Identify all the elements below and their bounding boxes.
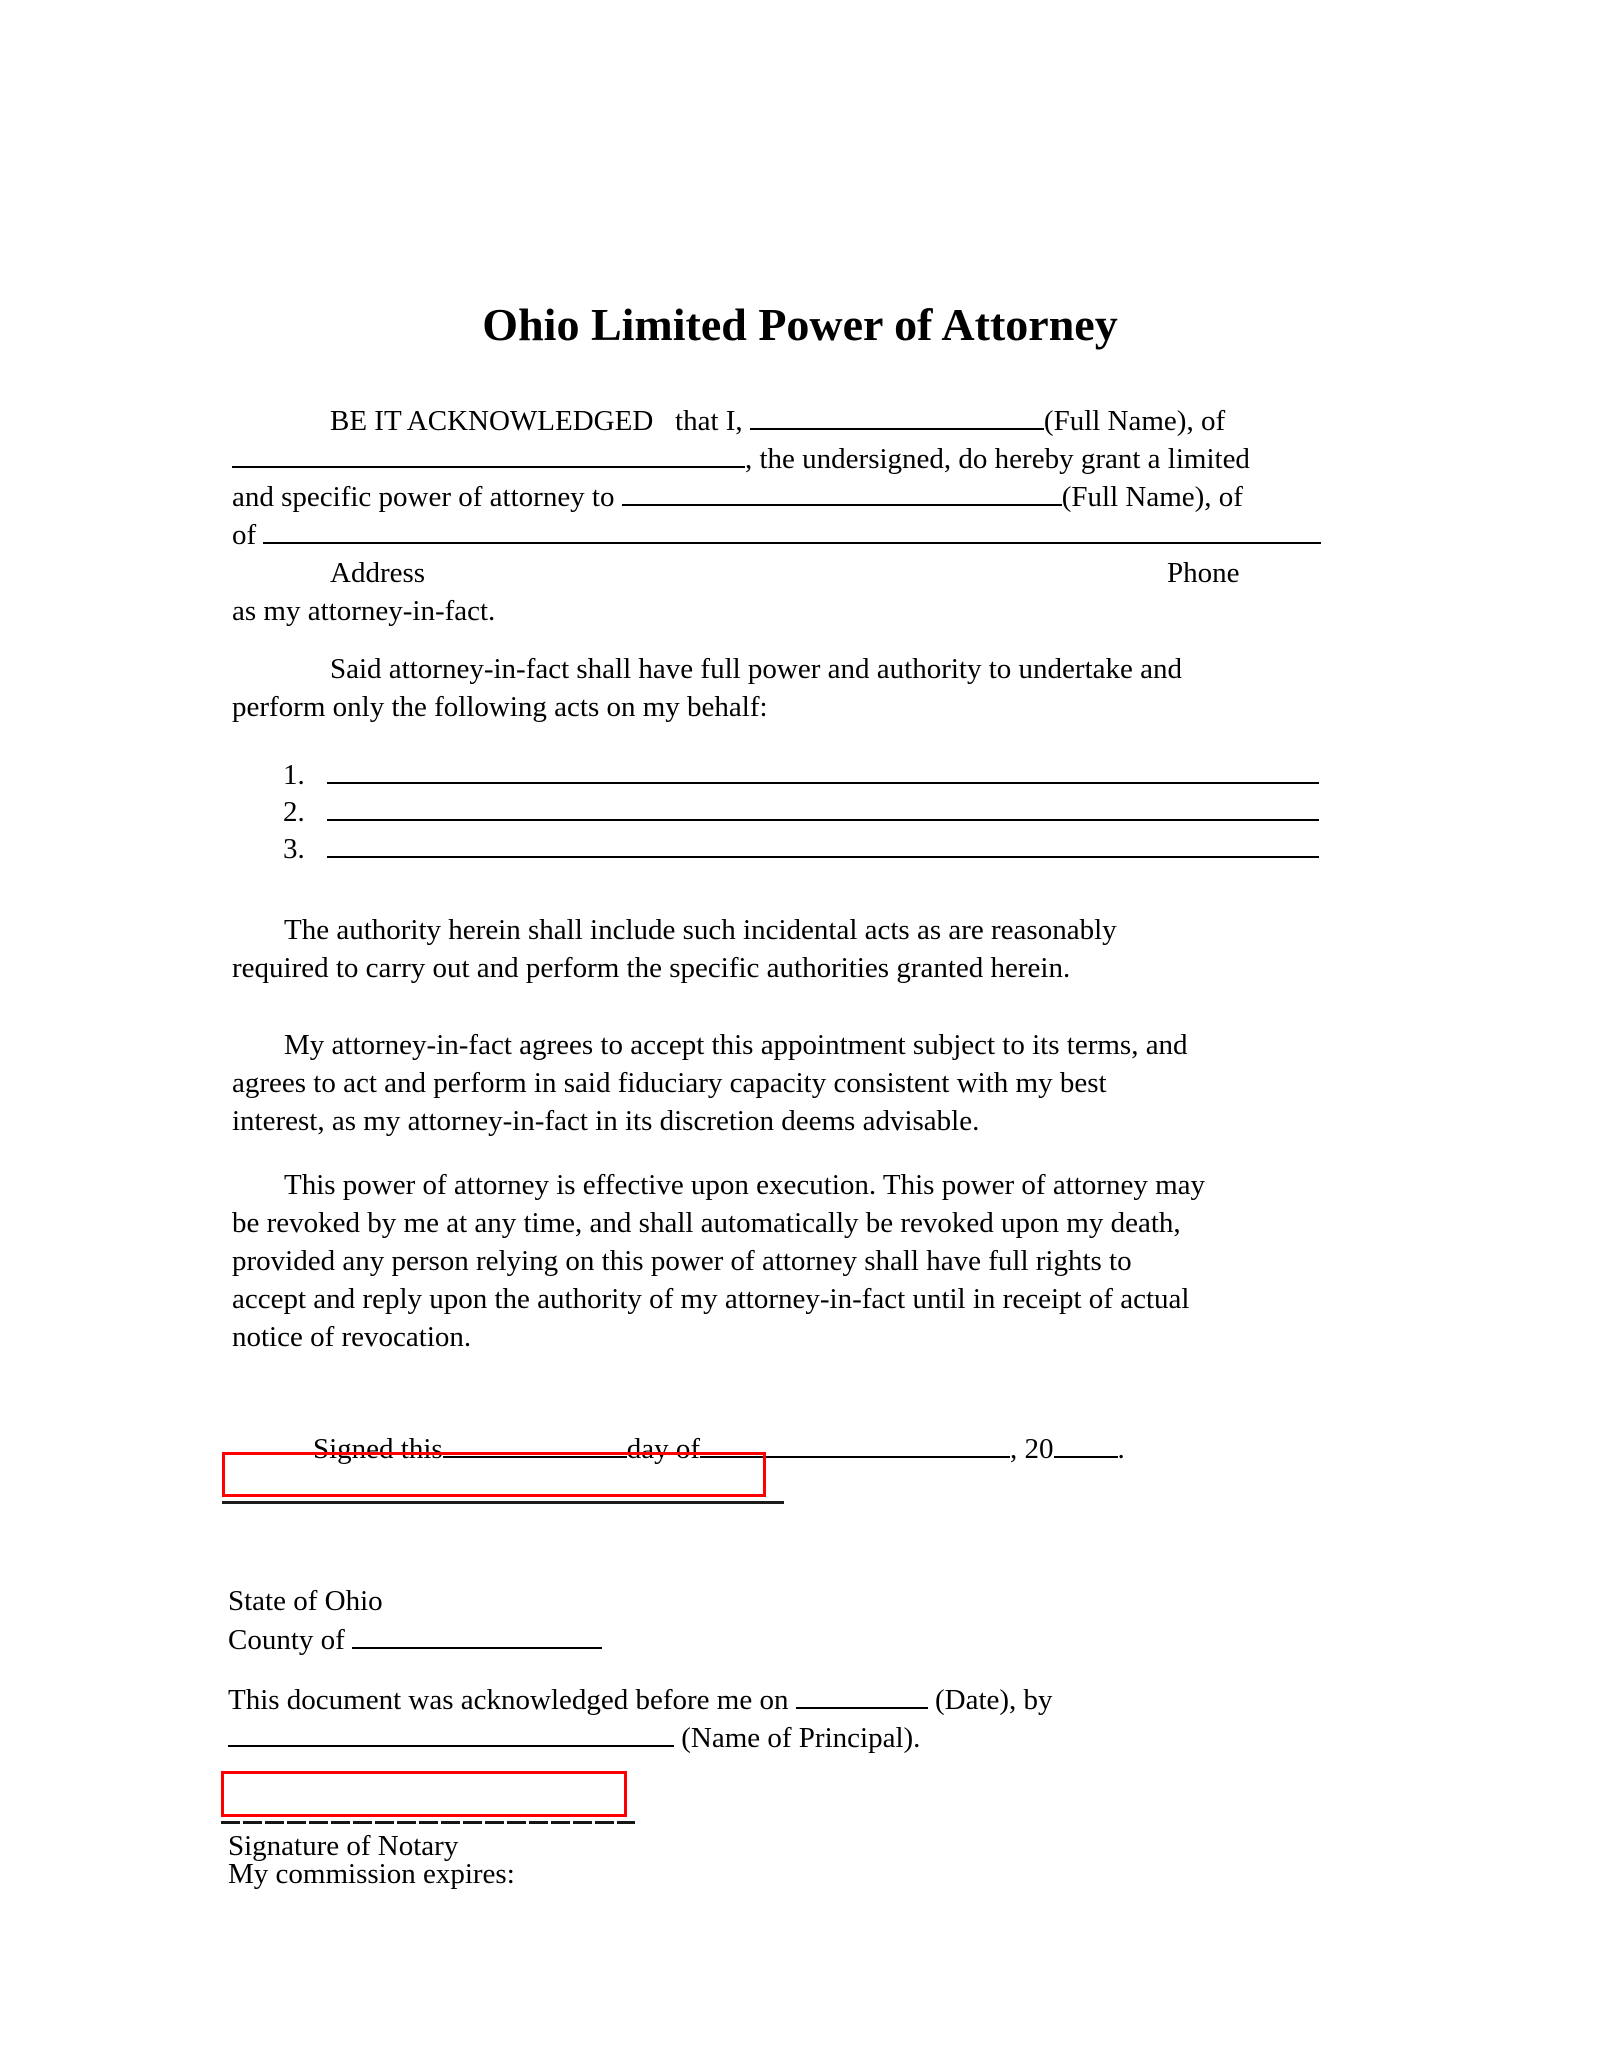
intro-line-4: of bbox=[232, 516, 1342, 554]
intro-line-2: , the undersigned, do hereby grant a limited bbox=[232, 440, 1342, 478]
document-title: Ohio Limited Power of Attorney bbox=[482, 299, 1118, 350]
acceptance-paragraph: My attorney-in-fact agrees to accept this appointment subject to its terms, and agrees to act and perform in said fiduciary capacity consistent with my best interest, as my attorney-in-fact in its discretion deems advisable. bbox=[232, 1029, 1188, 1137]
notary-labels bbox=[228, 1832, 1338, 1888]
act-item-3: 3. bbox=[232, 831, 1342, 868]
acknowledgement-paragraph: This document was acknowledged before me on (Date), by (Name of Principal). bbox=[228, 1684, 1053, 1754]
powers-paragraph: Said attorney-in-fact shall have full power and authority to undertake and perform only the following acts on my behalf: bbox=[232, 653, 1182, 723]
address-label: Address bbox=[330, 557, 426, 589]
phone-label: Phone bbox=[1167, 557, 1240, 589]
ack-principal-name-blank bbox=[228, 1741, 674, 1747]
county-line: County of bbox=[228, 1621, 1338, 1660]
principal-full-name-blank bbox=[750, 424, 1044, 430]
notary-signature-field[interactable] bbox=[221, 1771, 627, 1817]
act-blank-3 bbox=[327, 852, 1319, 858]
venue-block bbox=[228, 1582, 1338, 1660]
act-item-2: 2. bbox=[232, 794, 1342, 831]
act-blank-1 bbox=[327, 778, 1319, 784]
act-blank-2 bbox=[327, 815, 1319, 821]
state-line: State of Ohio bbox=[228, 1585, 383, 1617]
notary-signature-label: Signature of Notary bbox=[228, 1830, 459, 1862]
ack-date-blank bbox=[796, 1703, 928, 1709]
acts-list bbox=[232, 757, 1342, 868]
intro-line-3: and specific power of attorney to (Full Name), of bbox=[232, 481, 1243, 513]
intro-line-6: as my attorney-in-fact. bbox=[232, 595, 496, 627]
intro-line-1: BE IT ACKNOWLEDGED that I, (Full Name), of bbox=[330, 405, 1226, 437]
intro-label-row bbox=[232, 554, 1342, 592]
signed-year-blank bbox=[1054, 1452, 1118, 1458]
principal-signature-field[interactable] bbox=[222, 1452, 766, 1497]
authority-paragraph: The authority herein shall include such incidental acts as are reasonably required to carry out and perform the specific authorities granted herein. bbox=[232, 914, 1117, 984]
label-spacer bbox=[425, 554, 1167, 592]
county-blank bbox=[352, 1643, 602, 1649]
effective-paragraph: This power of attorney is effective upon execution. This power of attorney may be revoked by me at any time, and shall automatically be revoked upon my death, provided any person relying on this power of attorney shall have full rights to accept and reply upon the authority of my attorney-in-fact until in receipt of actual notice of revocation. bbox=[232, 1169, 1206, 1353]
attorney-full-name-blank bbox=[622, 500, 1062, 506]
principal-signature-line bbox=[222, 1501, 784, 1504]
notary-signature-line bbox=[221, 1821, 635, 1824]
signed-date-line: Signed this day of , 20 . bbox=[313, 1433, 1125, 1465]
intro-paragraph bbox=[232, 402, 1342, 630]
commission-expires-label: My commission expires: bbox=[228, 1858, 515, 1890]
act-item-1: 1. bbox=[232, 757, 1342, 794]
attorney-address-phone-blank bbox=[263, 538, 1321, 544]
principal-address-blank bbox=[232, 462, 745, 468]
